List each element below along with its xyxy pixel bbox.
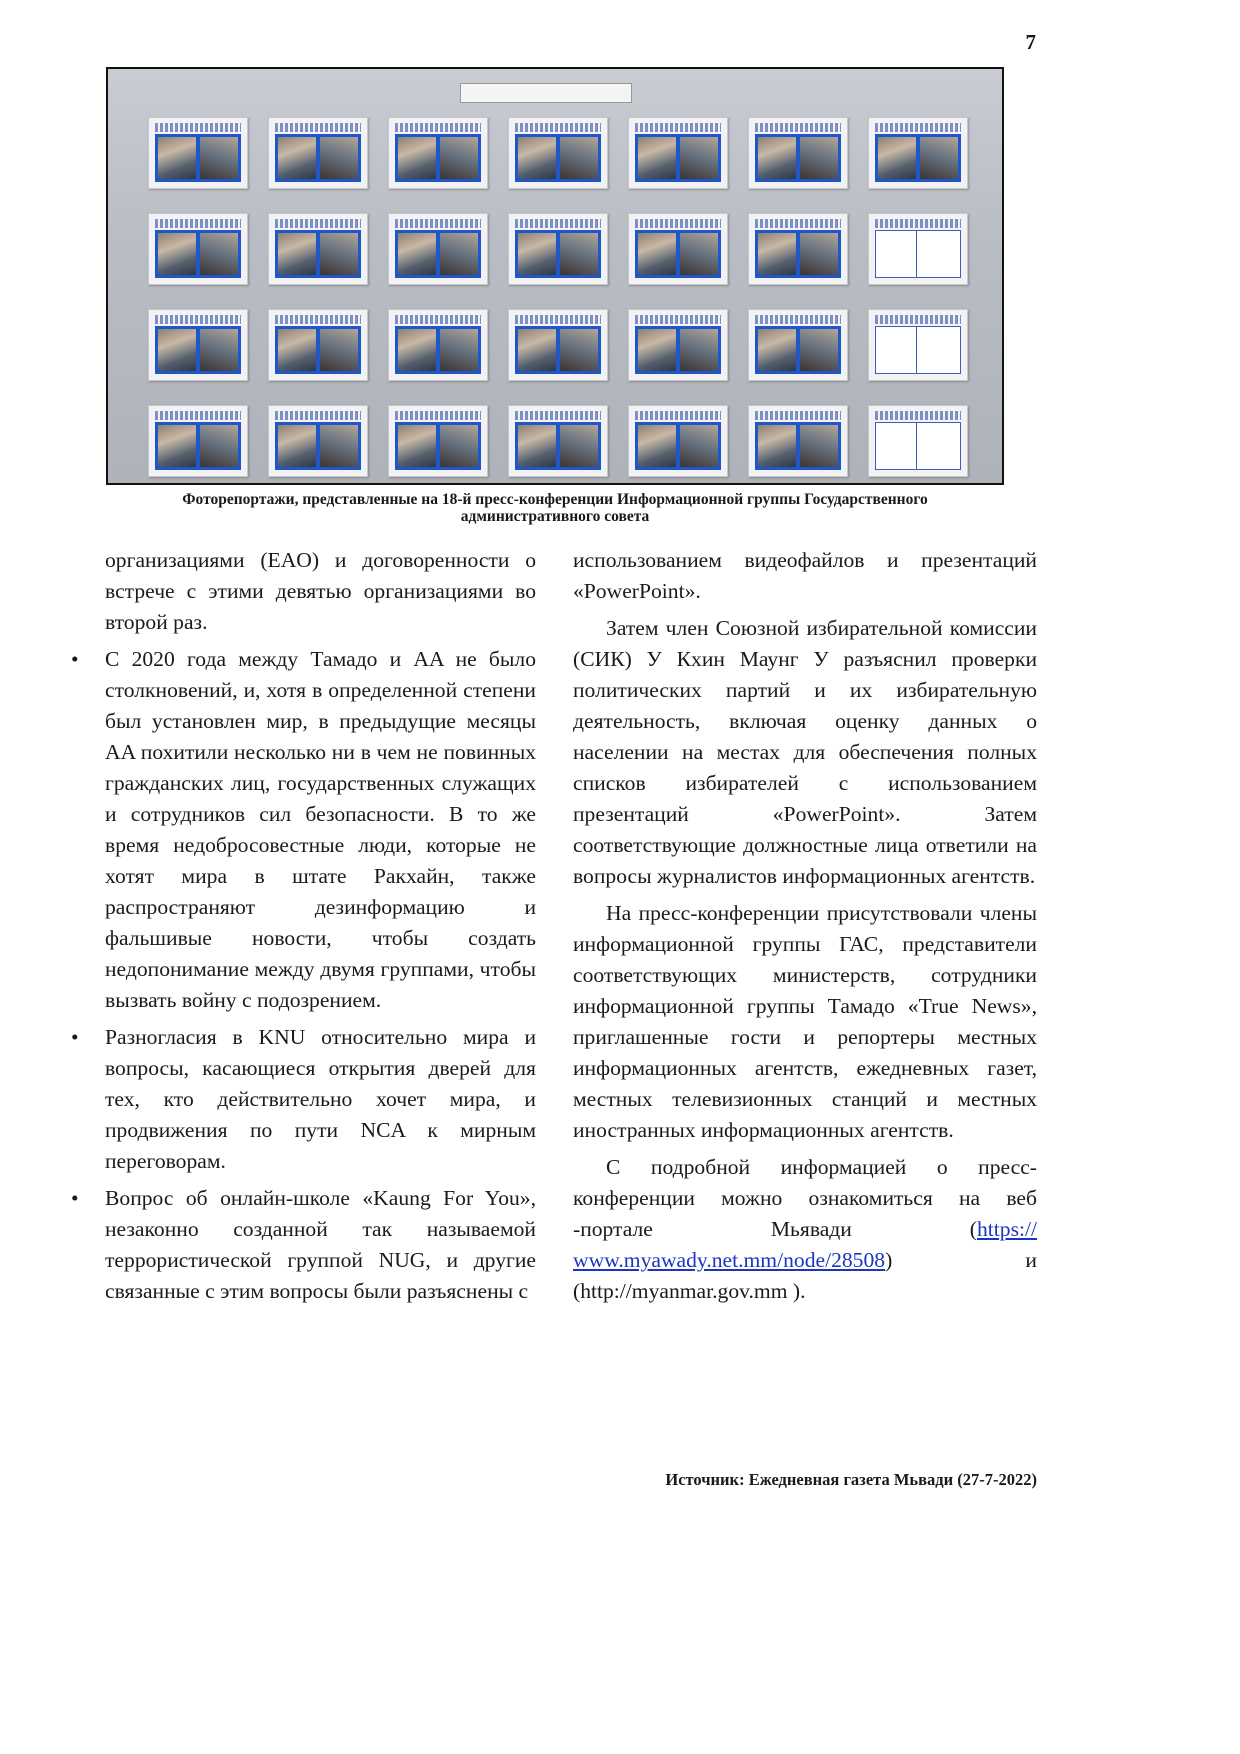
card-panel [875, 134, 961, 182]
photo-card [148, 117, 248, 189]
right-column [573, 545, 1037, 1313]
card-panel [155, 134, 241, 182]
card-caption-strip [635, 315, 721, 324]
right-paragraph-1: использованием видеофайлов и презентаций «PowerPoint». [573, 548, 1037, 603]
photo-card [628, 117, 728, 189]
photo-card [508, 309, 608, 381]
photo-card [268, 117, 368, 189]
photo-card [748, 405, 848, 477]
card-panel [275, 230, 361, 278]
card-caption-strip [155, 123, 241, 132]
card-panel [875, 326, 961, 374]
card-photo-left [518, 329, 556, 371]
bullet-item: • Вопрос об онлайн-школе «Kaung For You», незаконно созданной так называемой террористической группой NUG, и другие связанные с этим вопросы были разъяснены с [105, 1183, 536, 1307]
card-photo-right [440, 425, 478, 467]
card-panel [515, 326, 601, 374]
card-photo-right [680, 233, 718, 275]
page-number: 7 [1025, 30, 1036, 54]
left-column [105, 545, 536, 1313]
card-photo-left [518, 233, 556, 275]
card-photo-right [680, 137, 718, 179]
photo-card [388, 309, 488, 381]
card-photo-left [638, 137, 676, 179]
card-photo-right [320, 425, 358, 467]
card-panel [755, 230, 841, 278]
card-photo-right [680, 425, 718, 467]
card-photo-right [560, 233, 598, 275]
card-photo-left [518, 137, 556, 179]
card-photo-right [200, 329, 238, 371]
card-photo-left [158, 425, 196, 467]
card-photo-right [200, 233, 238, 275]
myawady-link[interactable]: https:// www.myawady.net.mm/node/28508 [573, 1217, 1037, 1272]
card-caption-strip [515, 123, 601, 132]
portal-text-before: С подробной информацией о пресс-конференции можно ознакомиться на веб -портале Мьявади ( [573, 1155, 1037, 1241]
card-caption-strip [395, 219, 481, 228]
photo-report-image [106, 67, 1004, 485]
photo-card [268, 213, 368, 285]
document-card [868, 213, 968, 285]
card-panel [635, 134, 721, 182]
photo-caption [106, 491, 1004, 525]
photo-card [868, 117, 968, 189]
photo-card [388, 117, 488, 189]
card-panel [875, 422, 961, 470]
card-caption-strip [635, 219, 721, 228]
card-photo-right [800, 137, 838, 179]
photo-card [388, 213, 488, 285]
card-panel [515, 230, 601, 278]
card-caption-strip [155, 219, 241, 228]
photo-card [748, 309, 848, 381]
card-caption-strip [755, 219, 841, 228]
card-panel [275, 326, 361, 374]
card-caption-strip [755, 315, 841, 324]
card-caption-strip [275, 315, 361, 324]
card-panel [755, 422, 841, 470]
card-caption-strip [515, 219, 601, 228]
photo-card [508, 117, 608, 189]
card-caption-strip [755, 123, 841, 132]
caption-line-2: административного совета [460, 508, 650, 525]
card-caption-strip [515, 411, 601, 420]
photo-card [268, 405, 368, 477]
card-panel [635, 326, 721, 374]
card-photo-left [876, 423, 917, 469]
card-photo-right [320, 329, 358, 371]
right-paragraph-2: Затем член Союзной избирательной комиссии (СИК) У Кхин Маунг У разъяснил проверки политических партий и их избирательную деятельность, включая оценку данных о населении на местах для обеспечения полных списков избирателей с использованием презентаций «PowerPoint». Затем соответствующие должностные лица ответили на вопросы журналистов информационных агентств. [573, 616, 1037, 888]
card-panel [155, 326, 241, 374]
card-photo-right [800, 233, 838, 275]
card-panel [635, 230, 721, 278]
card-caption-strip [395, 123, 481, 132]
card-photo-left [758, 329, 796, 371]
card-photo-left [278, 137, 316, 179]
caption-line-1: Фоторепортажи, представленные на 18-й пресс-конференции Информационной группы Государственного [182, 491, 928, 508]
left-intro-paragraph: организациями (EAO) и договоренности о встрече с этими девятью организациями во второй раз. [105, 548, 536, 634]
card-caption-strip [395, 411, 481, 420]
bullet-list [105, 644, 536, 1307]
photo-card [508, 213, 608, 285]
card-caption-strip [155, 411, 241, 420]
card-caption-strip [635, 411, 721, 420]
card-caption-strip [755, 411, 841, 420]
photo-card [748, 117, 848, 189]
card-photo-left [398, 137, 436, 179]
card-photo-left [398, 425, 436, 467]
card-photo-left [278, 233, 316, 275]
card-photo-left [398, 329, 436, 371]
card-photo-left [876, 327, 917, 373]
document-card [868, 309, 968, 381]
right-paragraph-4 [573, 1152, 1037, 1307]
card-photo-left [758, 137, 796, 179]
card-photo-right [200, 137, 238, 179]
card-caption-strip [275, 411, 361, 420]
photo-card [628, 405, 728, 477]
card-photo-right [440, 329, 478, 371]
source-line: Источник: Ежедневная газета Мьвади (27-7-2022) [665, 1470, 1037, 1489]
photo-card [748, 213, 848, 285]
card-caption-strip [395, 315, 481, 324]
photo-card [148, 213, 248, 285]
bullet-item: • С 2020 года между Тамадо и AA не было столкновений, и, хотя в определенной степени был установлен мир, в предыдущие месяцы AA похитили несколько ни в чем не повинных гражданских лиц, государственных служащих и сотрудников сил безопасности. В то же время недобросовестные люди, которые не хотят мира в штате Ракхайн, также распространяют дезинформацию и фальшивые новости, чтобы создать недопонимание между двумя группами, чтобы вызвать войну с подозрением. [105, 644, 536, 1016]
photo-card [508, 405, 608, 477]
card-photo-left [278, 425, 316, 467]
card-panel [635, 422, 721, 470]
card-photo-right [680, 329, 718, 371]
card-photo-left [158, 137, 196, 179]
card-photo-left [758, 233, 796, 275]
photo-card [628, 213, 728, 285]
card-panel [155, 422, 241, 470]
card-panel [275, 134, 361, 182]
card-photo-left [398, 233, 436, 275]
card-photo-right [800, 425, 838, 467]
board-top-label [460, 83, 632, 103]
card-photo-right [320, 233, 358, 275]
card-photo-left [638, 329, 676, 371]
card-panel [755, 134, 841, 182]
card-panel [395, 134, 481, 182]
photo-card [148, 405, 248, 477]
card-photo-left [158, 233, 196, 275]
card-panel [515, 422, 601, 470]
card-photo-left [638, 233, 676, 275]
card-caption-strip [875, 315, 961, 324]
card-photo-right [800, 329, 838, 371]
card-caption-strip [155, 315, 241, 324]
card-panel [515, 134, 601, 182]
card-photo-right [320, 137, 358, 179]
card-caption-strip [875, 219, 961, 228]
card-panel [275, 422, 361, 470]
card-caption-strip [635, 123, 721, 132]
card-photo-left [638, 425, 676, 467]
card-panel [875, 230, 961, 278]
photo-board-grid [148, 117, 968, 477]
card-photo-left [518, 425, 556, 467]
card-photo-left [878, 137, 916, 179]
photo-card [148, 309, 248, 381]
card-photo-left [278, 329, 316, 371]
card-caption-strip [275, 219, 361, 228]
card-photo-right [920, 137, 958, 179]
card-photo-left [758, 425, 796, 467]
card-panel [155, 230, 241, 278]
card-photo-right [560, 329, 598, 371]
card-photo-right [440, 137, 478, 179]
card-caption-strip [875, 411, 961, 420]
card-caption-strip [515, 315, 601, 324]
card-caption-strip [275, 123, 361, 132]
photo-card [388, 405, 488, 477]
photo-card [628, 309, 728, 381]
card-photo-right [200, 425, 238, 467]
portal-text-after: ) и (http://myanmar.gov.mm ). [573, 1248, 1037, 1303]
card-panel [395, 422, 481, 470]
card-panel [395, 230, 481, 278]
card-panel [395, 326, 481, 374]
card-photo-right [440, 233, 478, 275]
card-photo-right [560, 425, 598, 467]
bullet-item: • Разногласия в KNU относительно мира и вопросы, касающиеся открытия дверей для тех, кто действительно хочет мира, и продвижения по пути NCA к мирным переговорам. [105, 1022, 536, 1177]
card-photo-right [560, 137, 598, 179]
document-card [868, 405, 968, 477]
right-paragraph-3: На пресс-конференции присутствовали члены информационной группы ГАС, представители соответствующих министерств, сотрудники информационной группы Тамадо «True News», приглашенные гости и репортеры местных информационных агентств, ежедневных газет, местных телевизионных станций и местных иностранных информационных агентств. [573, 901, 1037, 1142]
card-caption-strip [875, 123, 961, 132]
photo-card [268, 309, 368, 381]
card-panel [755, 326, 841, 374]
card-photo-left [158, 329, 196, 371]
card-photo-left [876, 231, 917, 277]
